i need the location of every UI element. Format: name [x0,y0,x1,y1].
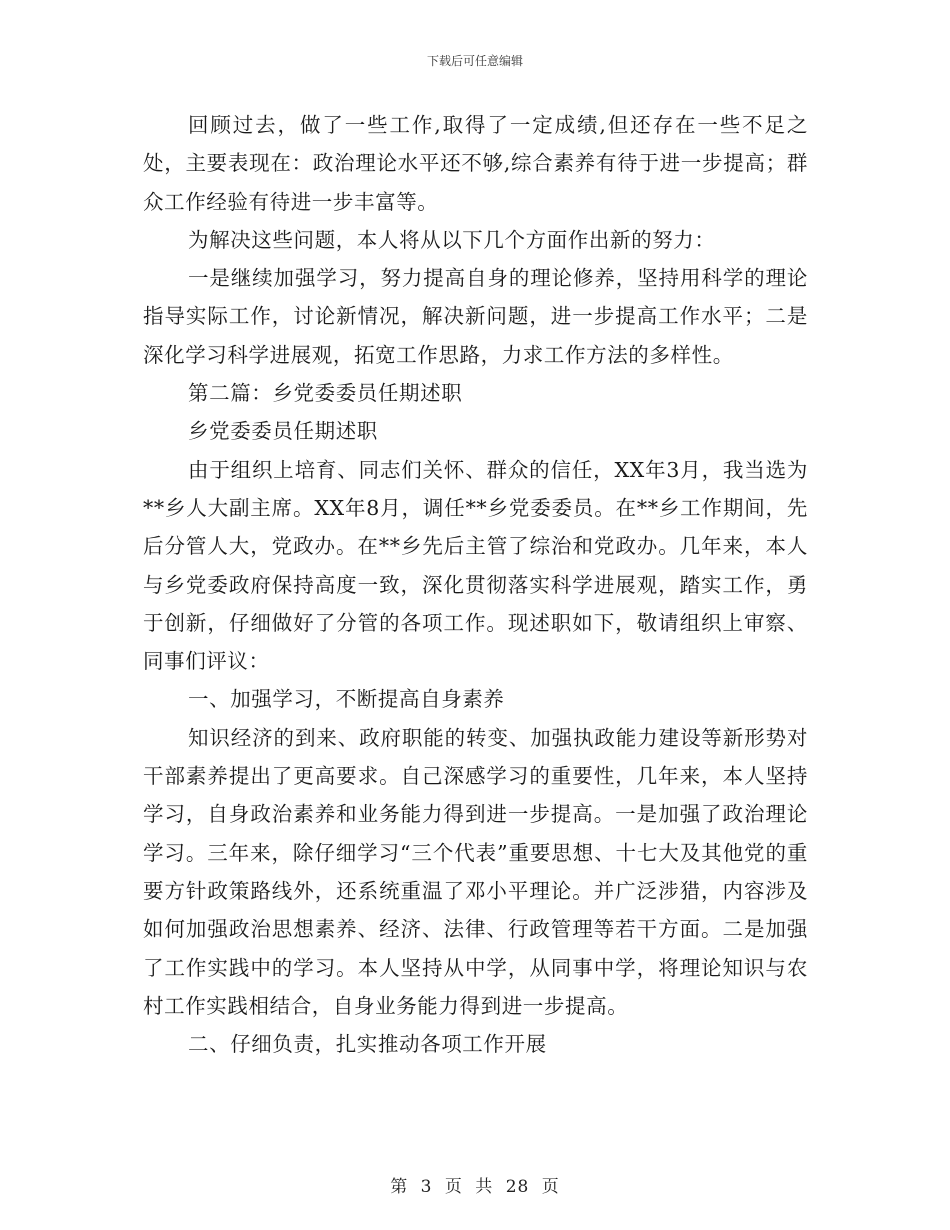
paragraph-study: 知识经济的到来、政府职能的转变、加强执政能力建设等新形势对干部素养提出了更高要求。自己深感学习的重要性，几年来，本人坚持学习，自身政治素养和业务能力得到进一步提高。一是加强了政治理论学习。三年来，除仔细学习“三个代表”重要思想、十七大及其他党的重要方针政策路线外，还系统重温了邓小平理论。并广泛涉猎，内容涉及如何加强政治思想素养、经济、法律、行政管理等若干方面。二是加强了工作实践中的学习。本人坚持从中学，从同事中学，将理论知识与农村工作实践相结合，自身业务能力得到进一步提高。 [143,725,808,1018]
page-header-note: 下载后可任意编辑 [426,54,523,68]
section-heading-responsibility: 二、仔细负责，扎实推动各项工作开展 [188,1032,547,1057]
paragraph-review: 回顾过去，做了一些工作,取得了一定成绩,但还存在一些不足之处，主要表现在：政治理论水平还不够,综合素养有待于进一步提高；群众工作经验有待进一步丰富等。 [143,113,808,214]
paragraph-introduction: 由于组织上培育、同志们关怀、群众的信任，XX年3月，我当选为**乡人大副主席。XX年8月，调任**乡党委委员。在**乡工作期间，先后分管人大，党政办。在**乡先后主管了综治和党政办。几年来，本人与乡党委政府保持高度一致，深化贯彻落实科学进展观，踏实工作，勇于创新，仔细做好了分管的各项工作。现述职如下，敬请组织上审察、同事们评议： [143,457,808,674]
paragraph-efforts-detail: 一是继续加强学习，努力提高自身的理论修养，坚持用科学的理论指导实际工作，讨论新情况，解决新问题，进一步提高工作水平；二是深化学习科学进展观，拓宽工作思路，力求工作方法的多样性。 [143,266,808,367]
section-heading-part-two: 第二篇：乡党委委员任期述职 [188,381,463,406]
page-number: 第 3 页 共 28 页 [390,1177,560,1197]
document-title: 乡党委委员任期述职 [188,419,378,444]
paragraph-efforts-intro: 为解决这些问题，本人将从以下几个方面作出新的努力： [188,227,716,252]
document-body [143,106,808,1063]
section-heading-study: 一、加强学习，不断提高自身素养 [188,687,505,712]
